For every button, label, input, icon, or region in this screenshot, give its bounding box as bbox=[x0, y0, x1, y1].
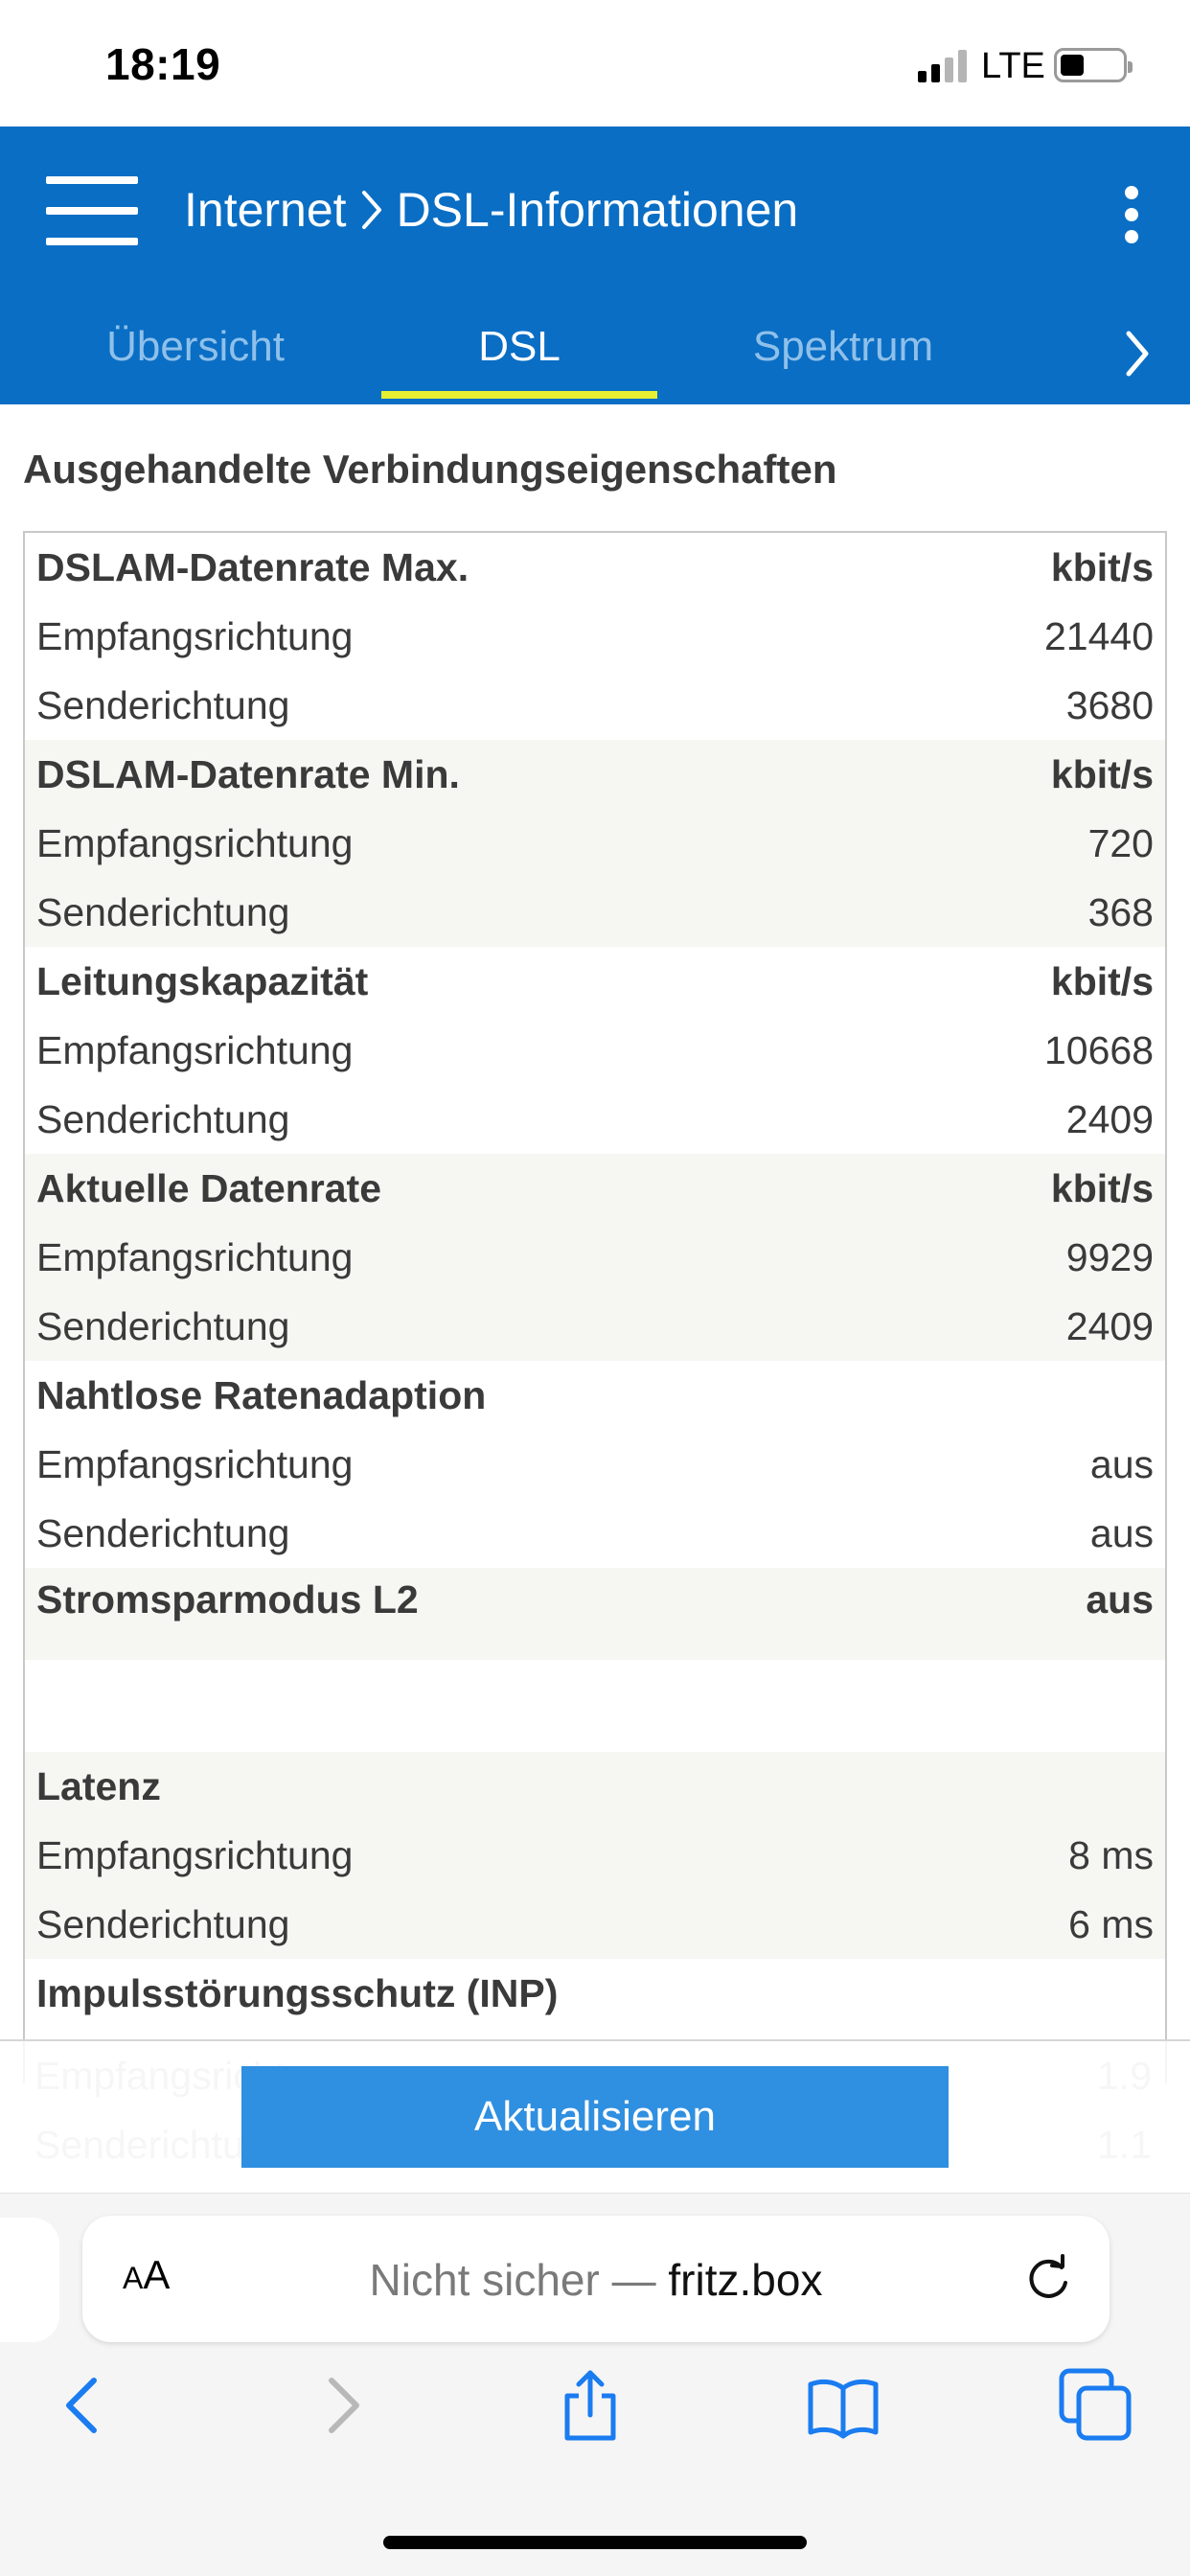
back-icon[interactable] bbox=[46, 2367, 123, 2444]
url-display[interactable] bbox=[82, 2254, 1110, 2306]
battery-icon bbox=[1054, 48, 1127, 82]
table-row: Empfangsrichtung 8 ms bbox=[25, 1821, 1165, 1890]
table-row: Empfangsrichtung 10668 bbox=[36, 1027, 1154, 1072]
chevron-right-icon[interactable] bbox=[1113, 322, 1161, 385]
previous-tab-preview[interactable] bbox=[0, 2218, 59, 2342]
security-label: Nicht sicher — bbox=[369, 2255, 669, 2305]
tab-dsl[interactable]: DSL bbox=[381, 309, 657, 404]
table-row: Empfangsrichtung aus bbox=[36, 1441, 1154, 1486]
url-host: fritz.box bbox=[668, 2255, 823, 2305]
breadcrumb bbox=[184, 182, 798, 238]
table-row: Nahtlose Ratenadaption bbox=[36, 1372, 487, 1417]
table-row: Impulsstörungsschutz (INP) bbox=[36, 1970, 559, 2015]
table-row: Senderichtung 2409 bbox=[25, 1292, 1165, 1361]
table-row: Stromsparmodus L2 aus bbox=[25, 1568, 1165, 1660]
tab-bar bbox=[0, 309, 1190, 404]
home-indicator bbox=[383, 2536, 807, 2549]
table-row: Senderichtung 6 ms bbox=[25, 1890, 1165, 1959]
table-row-empty bbox=[25, 1660, 1165, 1752]
cellular-signal-icon bbox=[918, 50, 968, 82]
network-type: LTE bbox=[981, 46, 1045, 86]
tabs-icon[interactable] bbox=[1058, 2367, 1134, 2444]
app-header bbox=[0, 126, 1190, 404]
menu-icon[interactable] bbox=[46, 176, 138, 245]
status-time: 18:19 bbox=[105, 39, 221, 89]
tab-spektrum[interactable]: Spektrum bbox=[752, 323, 934, 370]
table-row: Latenz bbox=[25, 1752, 1165, 1821]
section-title: Ausgehandelte Verbindungseigenschaften bbox=[23, 447, 837, 492]
table-row: Senderichtung 2409 bbox=[36, 1096, 1154, 1141]
table-row: Senderichtung 368 bbox=[25, 878, 1165, 947]
reload-icon[interactable] bbox=[1023, 2254, 1075, 2306]
table-row: Leitungskapazität kbit/s bbox=[36, 958, 1154, 1003]
table-row: Senderichtung aus bbox=[36, 1510, 1154, 1555]
connection-properties-table bbox=[23, 531, 1167, 2083]
table-row: Empfangsrichtung 9929 bbox=[25, 1223, 1165, 1292]
forward-icon[interactable] bbox=[303, 2367, 379, 2444]
bookmarks-icon[interactable] bbox=[805, 2367, 881, 2444]
refresh-button[interactable]: Aktualisieren bbox=[241, 2066, 949, 2168]
reader-settings-button[interactable]: AA bbox=[123, 2252, 171, 2297]
tab-uebersicht[interactable]: Übersicht bbox=[106, 323, 285, 370]
table-row: Empfangsrichtung 720 bbox=[25, 809, 1165, 878]
table-row: Empfangsrichtung 21440 bbox=[36, 613, 1154, 658]
browser-toolbar bbox=[0, 2367, 1190, 2463]
address-bar[interactable] bbox=[82, 2216, 1110, 2342]
table-row: DSLAM-Datenrate Max. kbit/s bbox=[36, 544, 1154, 589]
table-row: Aktuelle Datenrate kbit/s bbox=[25, 1154, 1165, 1223]
more-options-icon[interactable] bbox=[1121, 186, 1144, 243]
breadcrumb-root[interactable]: Internet bbox=[184, 183, 347, 237]
breadcrumb-current: DSL-Informationen bbox=[396, 183, 799, 237]
chevron-right-icon bbox=[353, 183, 391, 237]
share-icon[interactable] bbox=[552, 2367, 629, 2444]
status-bar bbox=[0, 0, 1190, 126]
table-row: Senderichtung 3680 bbox=[36, 682, 1154, 727]
table-row: DSLAM-Datenrate Min. kbit/s bbox=[25, 740, 1165, 809]
